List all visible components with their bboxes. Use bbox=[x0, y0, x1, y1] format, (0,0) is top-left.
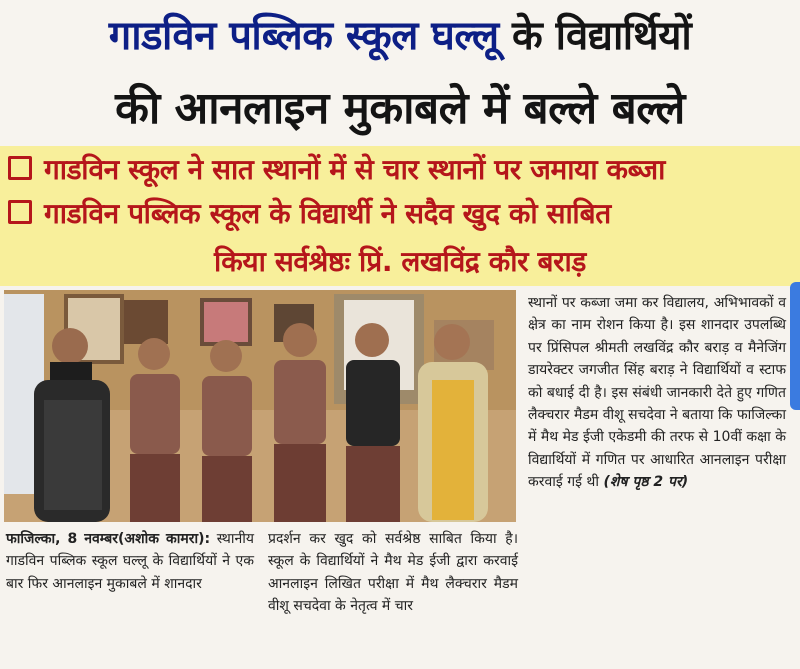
article-right-text: स्थानों पर कब्जा जमा कर विद्यालय, अभिभावकों व क्षेत्र का नाम रोशन किया है। इस शानदार उपलब्धि पर प्रिंसिपल श्रीमती लखविंद्र कौर बराड़ व मैनेजिंग डायरेक्टर जगजीत सिंह बराड़ ने विद्यार्थियों व स्टाफ को बधाई दी है। इस संबंधी जानकारी देते हुए गणित लैक्चरार मैडम वीशू सचदेवा ने बताया कि फाजिल्का में मैथ मेड ईजी एकेडमी की तरफ से 10वीं कक्षा के विद्यार्थियों में गणित पर आधारित आनलाइन परीक्षा करवाई गई थी bbox=[528, 295, 786, 491]
subhead-1 bbox=[8, 150, 665, 188]
subhead-1-text: गाडविन स्कूल ने सात स्थानों में से चार स्थानों पर जमाया कब्जा bbox=[44, 153, 665, 186]
subhead-2 bbox=[8, 194, 611, 232]
checkbox-bullet-icon bbox=[8, 200, 32, 224]
article-column-2: प्रदर्शन कर खुद को सर्वश्रेष्ठ साबित किया है। स्कूल के विद्यार्थियों ने मैथ मेड ईजी द्वारा करवाई आनलाइन लिखित परीक्षा में मैथ लैक्चरार मैडम वीशू सचदेवा के नेतृत्व में चार bbox=[268, 531, 518, 615]
article-column-right bbox=[528, 292, 786, 494]
headline-block bbox=[0, 0, 800, 148]
headline-line-1-rest: के विद्यार्थियों bbox=[512, 13, 692, 59]
news-photo bbox=[4, 290, 516, 522]
subhead-3: किया सर्वश्रेष्ठः प्रिं. लखविंद्र कौर बराड़ bbox=[214, 245, 586, 278]
subhead-2-text: गाडविन पब्लिक स्कूल के विद्यार्थी ने सदैव खुद को साबित bbox=[44, 197, 611, 230]
headline-line-2: की आनलाइन मुकाबले में बल्ले बल्ले bbox=[115, 83, 685, 134]
headline-line-1 bbox=[0, 6, 800, 61]
side-scroll-accent bbox=[790, 282, 800, 410]
article-col1-text: स्थानीय गाडविन पब्लिक स्कूल घल्लू के विद्यार्थियों ने एक बार फिर आनलाइन मुकाबले में शानदार bbox=[6, 531, 254, 592]
headline-school-name: गाडविन पब्लिक स्कूल घल्लू bbox=[108, 13, 499, 59]
continued-note: (शेष पृष्ठ 2 पर) bbox=[603, 474, 689, 491]
article-column-1 bbox=[6, 528, 254, 595]
group-photo-illustration bbox=[4, 290, 516, 522]
subhead-highlight-box bbox=[0, 146, 800, 286]
checkbox-bullet-icon bbox=[8, 156, 32, 180]
article-dateline: फाजिल्का, 8 नवम्बर(अशोक कामरा): bbox=[6, 531, 211, 547]
